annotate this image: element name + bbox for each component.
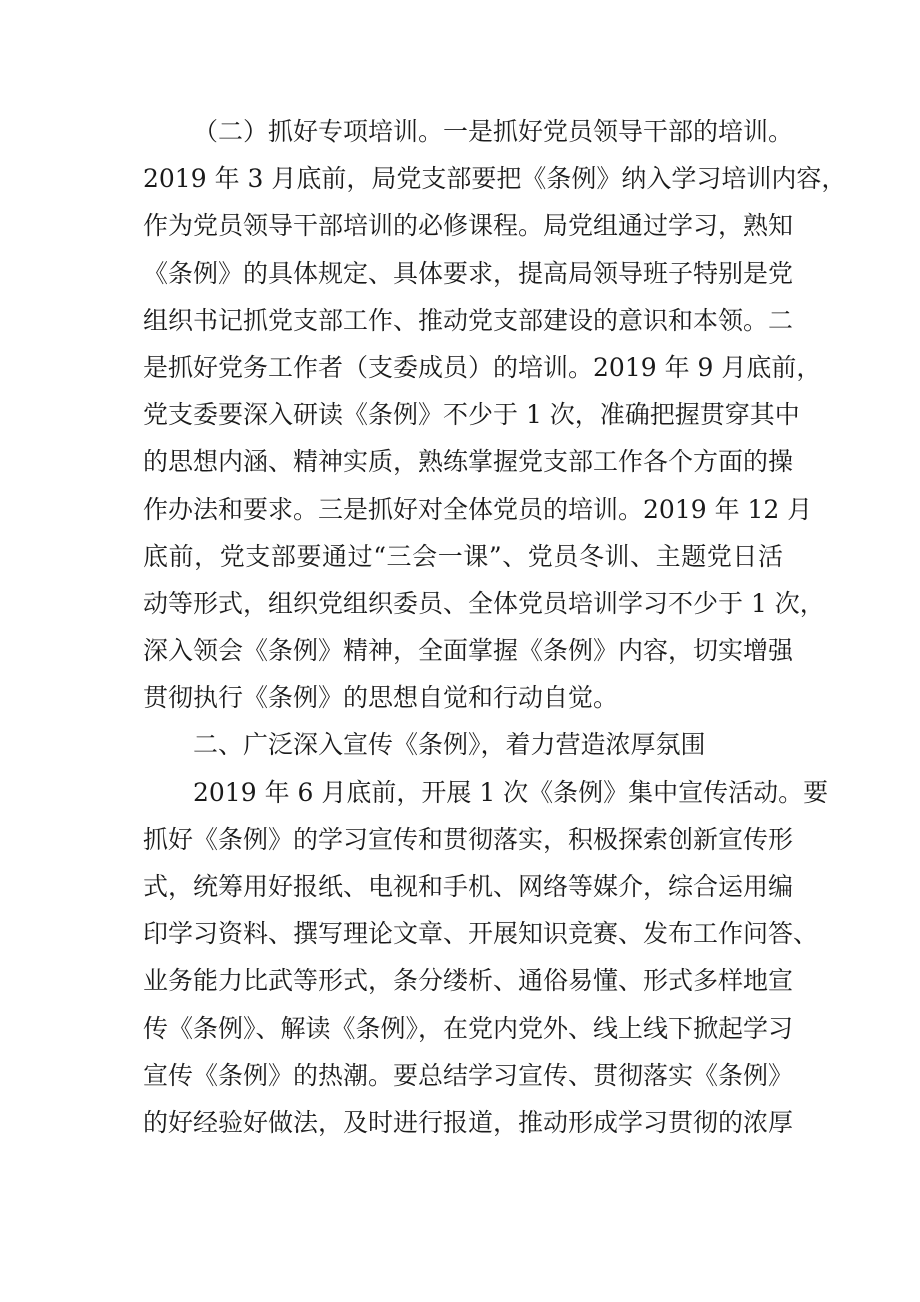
paragraph-line: 作为党员领导干部培训的必修课程。局党组通过学习，熟知 [143, 211, 794, 241]
paragraph-line: 式，统筹用好报纸、电视和手机、网络等媒介，综合运用编 [143, 872, 794, 901]
paragraph-line: 2019 年 3 月底前，局党支部要把《条例》纳入学习培训内容， [143, 164, 847, 194]
section-heading: 二、广泛深入宣传《条例》，着力营造浓厚氛围 [193, 730, 706, 760]
paragraph-line: 动等形式，组织党组织委员、全体党员培训学习不少于 1 次， [143, 588, 825, 618]
paragraph-line: 底前，党支部要通过“三会一课”、党员冬训、主题党日活 [143, 541, 783, 571]
document-body [143, 108, 847, 1146]
paragraph-line: 党支委要深入研读《条例》不少于 1 次，准确把握贯穿其中 [143, 400, 800, 430]
paragraph-line: 宣传《条例》的热潮。要总结学习宣传、贯彻落实《条例》 [143, 1060, 794, 1090]
paragraph-line: 深入领会《条例》精神，全面掌握《条例》内容，切实增强 [143, 636, 794, 666]
paragraph-line: 传《条例》、解读《条例》，在党内党外、线上线下掀起学习 [143, 1013, 794, 1043]
paragraph-line: 《条例》的具体规定、具体要求，提高局领导班子特别是党 [143, 258, 794, 288]
paragraph-line: 是抓好党务工作者（支委成员）的培训。2019 年 9 月底前， [143, 352, 822, 382]
paragraph-line: 作办法和要求。三是抓好对全体党员的培训。2019 年 12 月 [143, 494, 813, 524]
paragraph-line: 业务能力比武等形式，条分缕析、通俗易懂、形式多样地宣 [143, 966, 794, 996]
paragraph-line: （二）抓好专项培训。一是抓好党员领导干部的培训。 [193, 117, 794, 146]
paragraph-line: 的好经验好做法，及时进行报道，推动形成学习贯彻的浓厚 [143, 1107, 794, 1137]
paragraph-line: 贯彻执行《条例》的思想自觉和行动自觉。 [143, 683, 619, 713]
paragraph-line: 的思想内涵、精神实质，熟练掌握党支部工作各个方面的操 [143, 447, 794, 477]
paragraph-line: 2019 年 6 月底前，开展 1 次《条例》集中宣传活动。要 [193, 777, 829, 807]
paragraph-line: 组织书记抓党支部工作、推动党支部建设的意识和本领。二 [143, 305, 794, 335]
paragraph-line: 印学习资料、撰写理论文章、开展知识竞赛、发布工作问答、 [143, 919, 819, 949]
paragraph-line: 抓好《条例》的学习宣传和贯彻落实，积极探索创新宣传形 [143, 824, 794, 854]
